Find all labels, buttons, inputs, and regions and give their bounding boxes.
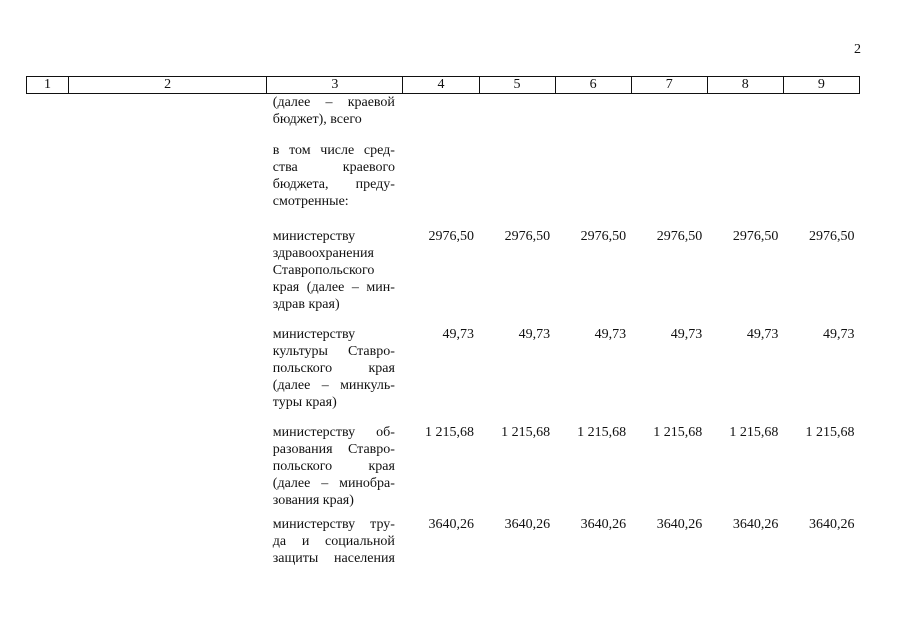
description-line: в том числе сред-: [272, 143, 395, 158]
cell-col1: [27, 228, 69, 326]
description-line: здравоохранения: [272, 246, 374, 261]
cell-col2: [69, 228, 267, 326]
description-line: (далее – минобра-: [272, 476, 395, 491]
value-cell: 1 215,68: [577, 425, 627, 440]
value-cell: 3640,26: [809, 517, 855, 532]
value-cell: 3640,26: [656, 517, 703, 532]
row-description: [267, 142, 403, 228]
value-cell: [403, 94, 479, 143]
column-header: 2: [69, 77, 267, 94]
value-cell: 2976,50: [428, 229, 475, 244]
description-line: туры края): [272, 395, 337, 410]
column-header: 6: [555, 77, 631, 94]
table-row: [27, 142, 860, 228]
row-description: [267, 516, 403, 576]
description-line: зования края): [272, 493, 354, 508]
description-line: министерству тру-: [272, 517, 395, 532]
value-cell: 2976,50: [732, 229, 779, 244]
row-description: [267, 94, 403, 143]
value-cell: 49,73: [746, 327, 779, 342]
value-cell: 1 215,68: [729, 425, 779, 440]
page-number: 2: [854, 42, 861, 57]
description-line: культуры Ставро-: [272, 344, 395, 359]
value-cell: 3640,26: [504, 517, 551, 532]
description-line: бюджета, преду-: [272, 177, 395, 192]
description-line: Ставропольского: [272, 263, 375, 278]
column-header: 7: [631, 77, 707, 94]
value-cell: [707, 94, 783, 143]
value-cell: [707, 142, 783, 228]
cell-col1: [27, 326, 69, 424]
value-cell: [403, 142, 479, 228]
row-description: [267, 326, 403, 424]
value-cell: [479, 142, 555, 228]
value-cell: [555, 142, 631, 228]
value-cell: [479, 94, 555, 143]
value-cell: 3640,26: [580, 517, 627, 532]
value-cell: [783, 142, 859, 228]
description-line: смотренные:: [272, 194, 349, 209]
value-cell: 1 215,68: [425, 425, 475, 440]
row-description: [267, 424, 403, 516]
table-row: [27, 424, 860, 516]
header-row: [27, 77, 860, 94]
description-line: (далее – минкуль-: [272, 378, 395, 393]
description-line: здрав края): [272, 297, 340, 312]
description-line: края (далее – мин-: [272, 280, 395, 295]
value-cell: [631, 94, 707, 143]
column-header: 3: [267, 77, 403, 94]
description-line: польского края: [272, 361, 395, 376]
budget-table: [26, 76, 860, 576]
value-cell: 2976,50: [580, 229, 627, 244]
description-line: польского края: [272, 459, 395, 474]
value-cell: 2976,50: [656, 229, 703, 244]
value-cell: 1 215,68: [501, 425, 551, 440]
cell-col1: [27, 94, 69, 143]
table-row: [27, 228, 860, 326]
description-line: разования Ставро-: [272, 442, 395, 457]
value-cell: 2976,50: [504, 229, 551, 244]
description-line: защиты населения: [272, 551, 395, 566]
description-line: (далее – краевой: [272, 95, 395, 110]
description-line: министерству об-: [272, 425, 395, 440]
value-cell: 49,73: [823, 327, 855, 342]
value-cell: 49,73: [518, 327, 551, 342]
table-row: [27, 516, 860, 576]
value-cell: 1 215,68: [653, 425, 703, 440]
description-line: да и социальной: [272, 534, 395, 549]
cell-col2: [69, 326, 267, 424]
row-description: [267, 228, 403, 326]
value-cell: [555, 94, 631, 143]
description-line: бюджет), всего: [272, 112, 362, 127]
cell-col2: [69, 142, 267, 228]
cell-col2: [69, 516, 267, 576]
value-cell: [783, 94, 859, 143]
value-cell: 2976,50: [809, 229, 855, 244]
description-line: министерству: [272, 229, 356, 244]
cell-col1: [27, 516, 69, 576]
column-header: 9: [783, 77, 859, 94]
value-cell: 49,73: [594, 327, 627, 342]
cell-col2: [69, 424, 267, 516]
column-header: 1: [27, 77, 69, 94]
value-cell: 3640,26: [428, 517, 475, 532]
value-cell: 3640,26: [732, 517, 779, 532]
value-cell: 49,73: [442, 327, 475, 342]
column-header: 8: [707, 77, 783, 94]
cell-col1: [27, 424, 69, 516]
description-line: министерству: [272, 327, 356, 342]
value-cell: 49,73: [670, 327, 703, 342]
value-cell: 1 215,68: [805, 425, 855, 440]
cell-col1: [27, 142, 69, 228]
cell-col2: [69, 94, 267, 143]
column-header: 4: [403, 77, 479, 94]
table-row: [27, 326, 860, 424]
column-header: 5: [479, 77, 555, 94]
table-row: [27, 94, 860, 143]
value-cell: [631, 142, 707, 228]
description-line: ства краевого: [272, 160, 395, 175]
